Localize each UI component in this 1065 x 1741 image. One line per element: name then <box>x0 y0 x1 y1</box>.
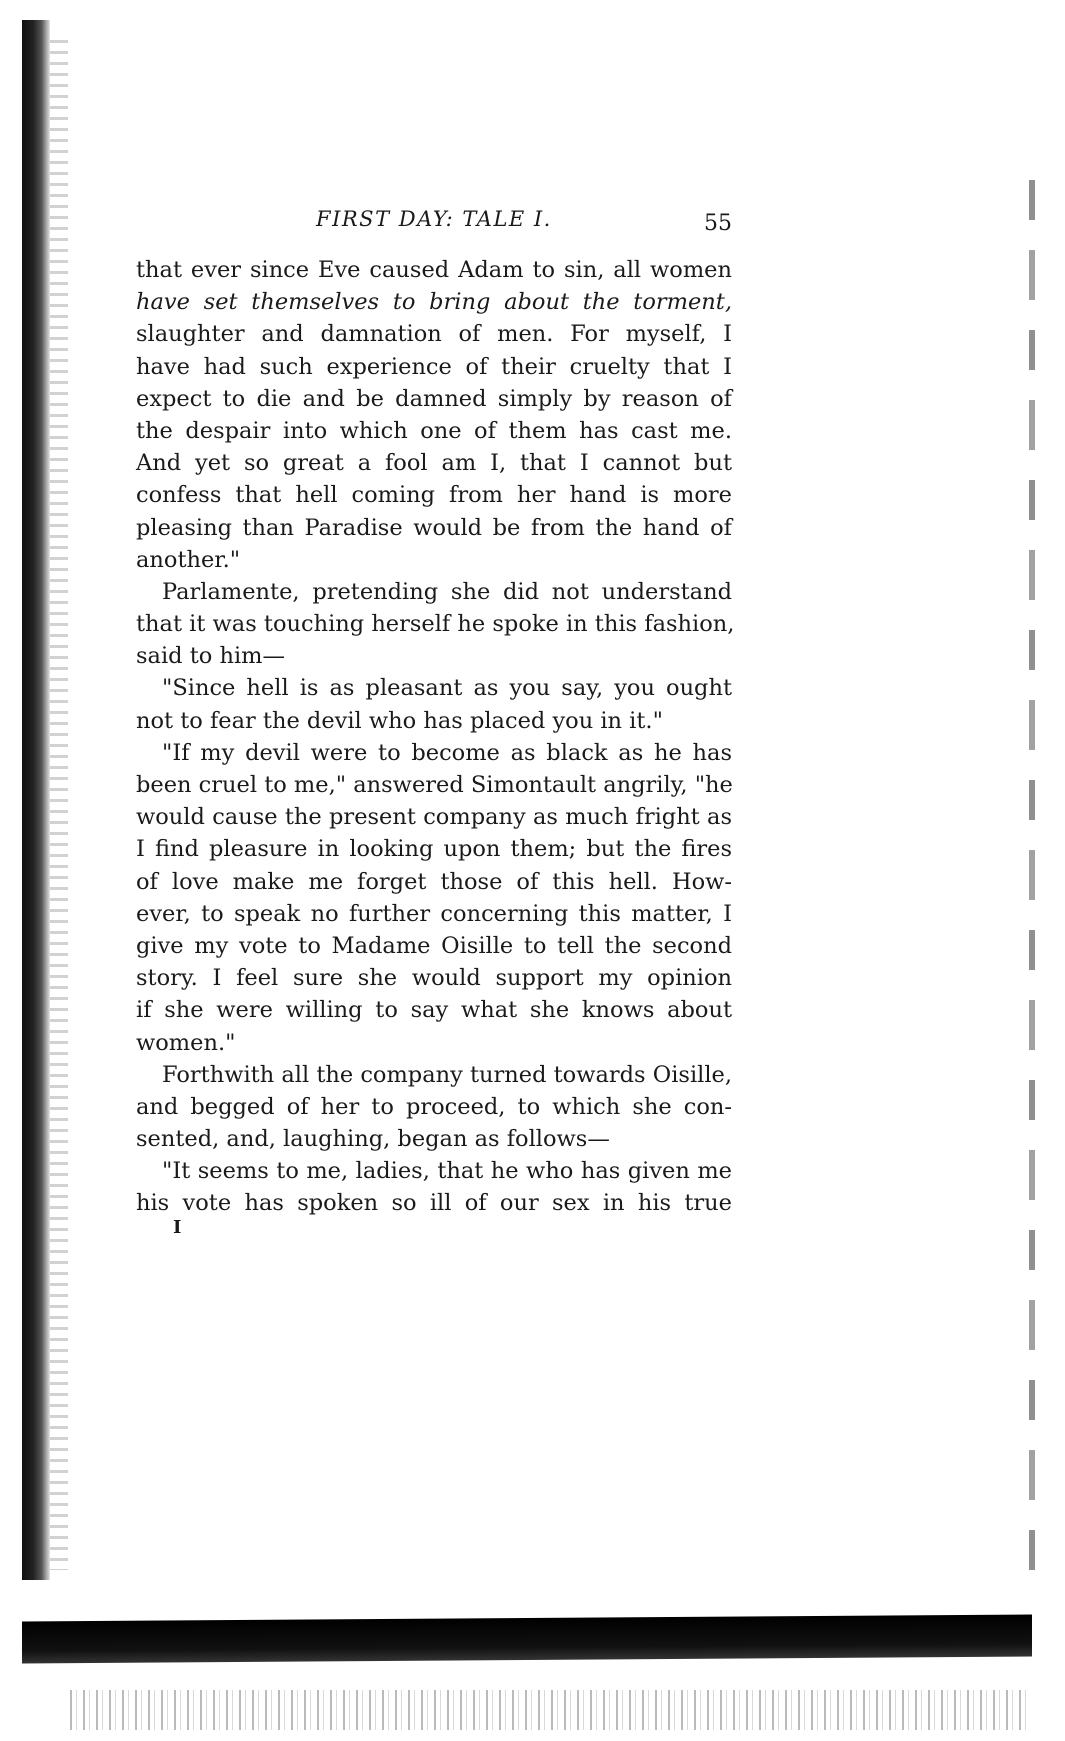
text-line: story. I feel sure she would support my opinion <box>136 965 732 992</box>
text-line: been cruel to me," answered Simontault angrily, "he <box>136 772 733 798</box>
text-line: of love make me forget those of this hell. How- <box>136 868 732 895</box>
text-line: give my vote to Madame Oisille to tell the second <box>136 932 732 959</box>
text-line: and begged of her to proceed, to which she con- <box>136 1093 732 1120</box>
text-line: "It seems to me, ladies, that he who has given me <box>162 1158 732 1185</box>
text-line: that ever since Eve caused Adam to sin, all women <box>136 257 732 283</box>
text-line: pleasing than Paradise would be from the hand of <box>136 514 732 541</box>
text-line: have set themselves to bring about the torment, <box>136 289 732 316</box>
page-header <box>136 203 732 243</box>
text-line: not to fear the devil who has placed you in it." <box>136 707 663 734</box>
page-number: 55 <box>704 211 732 236</box>
running-title: FIRST DAY: TALE I. <box>316 207 552 231</box>
text-line: I find pleasure in looking upon them; but the fires <box>136 836 732 863</box>
text-line: confess that hell coming from her hand is more <box>136 482 732 509</box>
text-line: have had such experience of their cruelty that I <box>136 353 732 380</box>
text-line: Parlamente, pretending she did not understand <box>162 578 732 605</box>
scan-binding-shadow <box>22 20 50 1580</box>
text-line: slaughter and damnation of men. For myself, I <box>136 321 732 348</box>
text-line: And yet so great a fool am I, that I cannot but <box>136 450 732 477</box>
text-line: would cause the present company as much fright as <box>136 804 732 831</box>
text-line: said to him— <box>136 643 285 670</box>
scan-right-edge <box>1029 180 1035 1570</box>
text-line: his vote has spoken so ill of our sex in his true <box>136 1190 732 1217</box>
signature-mark: I <box>173 1217 182 1238</box>
text-line: the despair into which one of them has cast me. <box>136 417 732 444</box>
text-line: if she were willing to say what she knows about <box>136 997 732 1024</box>
text-line: sented, and, laughing, began as follows— <box>136 1126 610 1153</box>
text-line: another." <box>136 546 241 573</box>
scan-binding-speckle <box>50 40 68 1570</box>
text-line: Forthwith all the company turned towards Oisille, <box>162 1061 732 1088</box>
text-line: "Since hell is as pleasant as you say, you ought <box>162 675 732 702</box>
text-line: that it was touching herself he spoke in this fashion, <box>136 611 735 638</box>
text-line: women." <box>136 1029 236 1056</box>
text-line: expect to die and be damned simply by reason of <box>136 385 732 412</box>
text-line: ever, to speak no further concerning this matter, I <box>136 900 732 927</box>
text-line: "If my devil were to become as black as he has <box>162 739 732 766</box>
scan-bottom-band <box>22 1614 1032 1663</box>
body-text <box>136 254 735 1220</box>
scan-bottom-speckle <box>70 1690 1030 1730</box>
